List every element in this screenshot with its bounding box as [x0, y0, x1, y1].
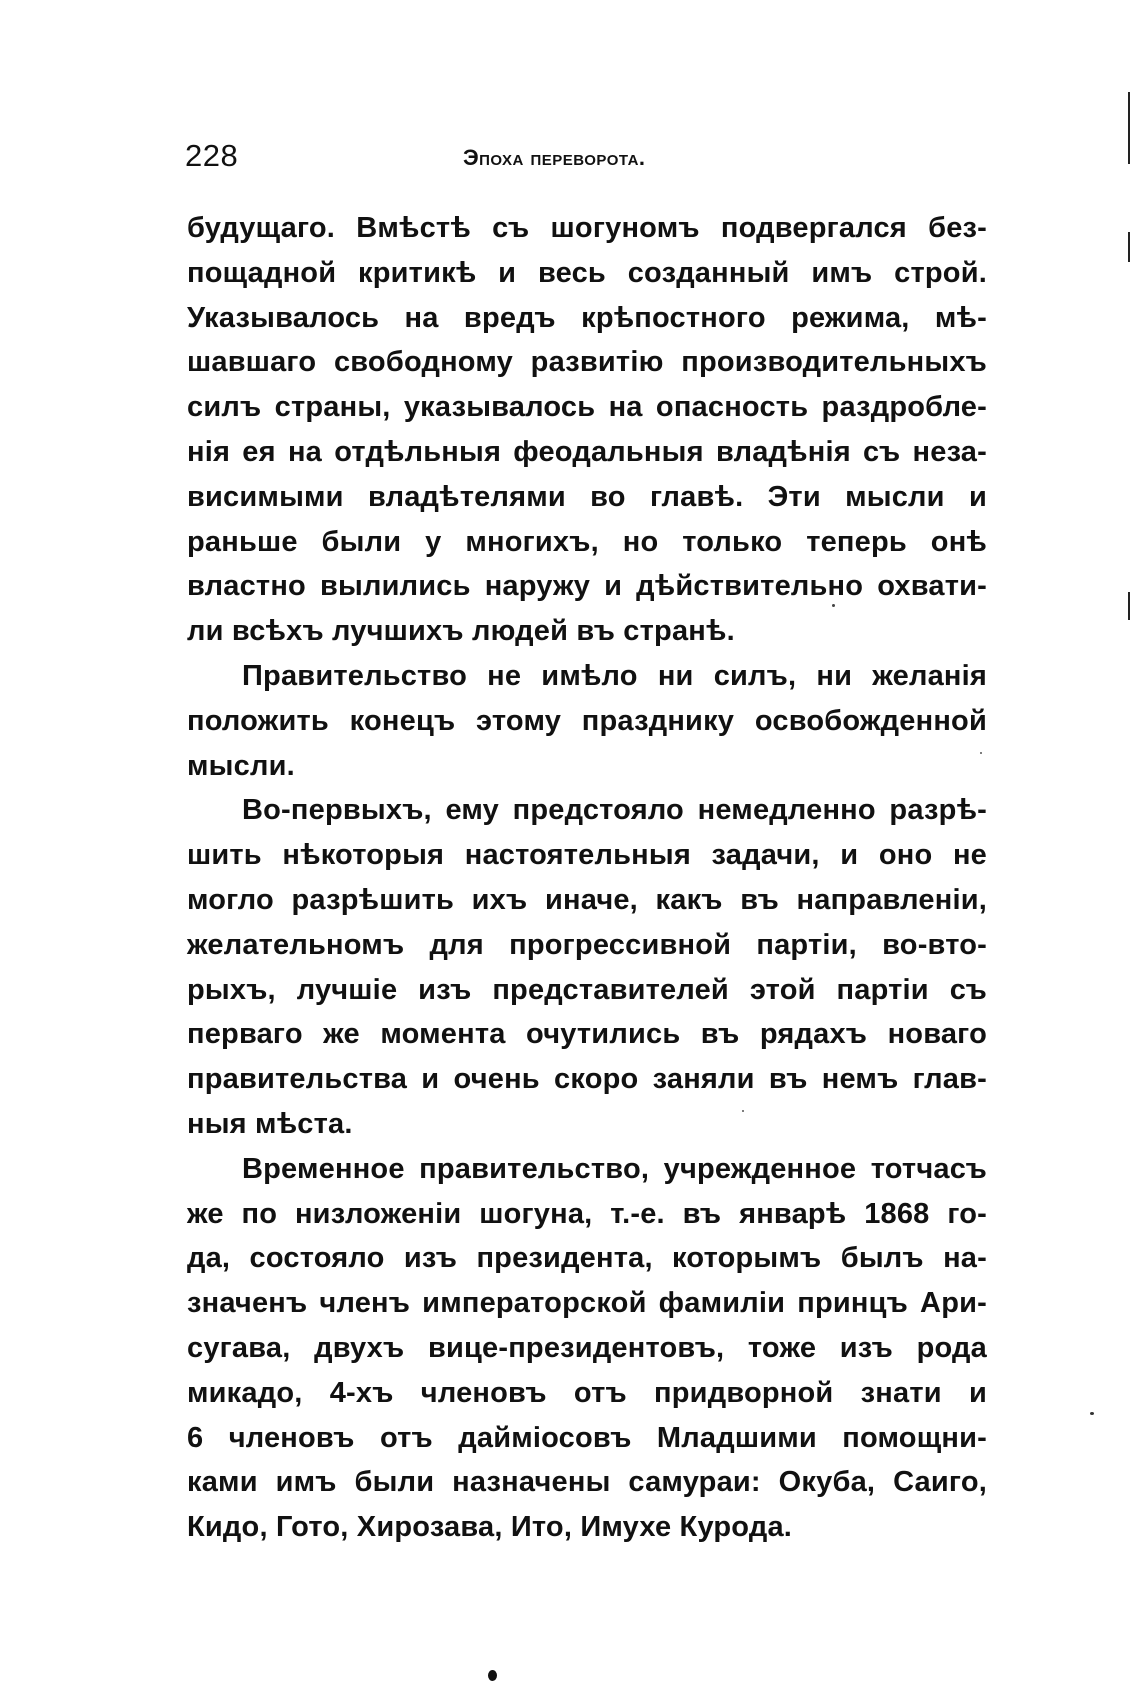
paragraph-first-line: Во-первыхъ, ему предстояло немедленно разрѣ- — [242, 794, 987, 827]
body-text — [187, 206, 987, 1550]
paragraph-first-line: Правительство не имѣло ни силъ, ни желанія — [242, 659, 987, 692]
text-line: положить конецъ этому празднику освобожденной — [187, 704, 987, 737]
text-line: ками имъ были назначены самураи: Окуба, Саиго, — [187, 1466, 987, 1499]
text-line: шавшаго свободному развитію производительныхъ — [187, 346, 987, 379]
text-line: будущаго. Вмѣстѣ съ шогуномъ подвергался без- — [187, 212, 987, 244]
text-line: перваго же момента очутились въ рядахъ новаго — [187, 1018, 987, 1051]
text-line: рыхъ, лучшіе изъ представителей этой партіи съ — [187, 973, 987, 1006]
text-line: же по низложеніи шогуна, т.-е. въ январѣ 1868 го- — [187, 1197, 987, 1230]
scan-speck — [1090, 1412, 1094, 1415]
text-line: значенъ членъ императорской фамиліи принцъ Ари- — [187, 1287, 987, 1320]
text-line: пощадной критикѣ и весь созданный имъ строй. — [187, 256, 987, 289]
text-line: сугава, двухъ вице-президентовъ, тоже изъ рода — [187, 1331, 987, 1364]
text-line: правительства и очень скоро заняли въ немъ глав- — [187, 1063, 987, 1096]
page-header — [185, 136, 985, 176]
text-line: силъ страны, указывалось на опасность раздробле- — [187, 391, 987, 424]
paragraph-first-line: Временное правительство, учрежденное тотчасъ — [242, 1152, 987, 1185]
text-line: висимыми владѣтелями во главѣ. Эти мысли и — [187, 480, 987, 513]
text-line: нія ея на отдѣльныя феодальныя владѣнія съ неза- — [187, 435, 987, 468]
text-line: желательномъ для прогрессивной партіи, во-вто- — [187, 928, 987, 961]
text-line: властно вылились наружу и дѣйствительно охвати- — [187, 570, 987, 603]
text-line: раньше были у многихъ, но только теперь онѣ — [187, 525, 987, 558]
text-line: мысли. — [187, 749, 295, 782]
page-number: 228 — [185, 138, 239, 173]
text-line: Указывалось на вредъ крѣпостного режима, мѣ- — [187, 301, 987, 334]
text-line: Кидо, Гото, Хирозава, Ито, Имухе Курода. — [187, 1511, 793, 1544]
scan-speck — [980, 752, 982, 754]
bottom-ink-dot — [488, 1670, 497, 1681]
text-line: могло разрѣшить ихъ иначе, какъ въ направленіи, — [187, 883, 987, 916]
text-line: да, состояло изъ президента, которымъ былъ на- — [187, 1242, 987, 1275]
scan-speck — [832, 604, 835, 607]
running-title: Эпоха переворота. — [463, 145, 646, 170]
scan-speck — [742, 1110, 744, 1112]
scan-edge-mark — [1128, 92, 1130, 164]
text-line: 6 членовъ отъ дайміосовъ Младшими помощни- — [187, 1421, 987, 1454]
text-line: ли всѣхъ лучшихъ людей въ странѣ. — [187, 615, 735, 648]
text-line: ныя мѣста. — [187, 1107, 353, 1140]
scan-edge-mark — [1128, 592, 1130, 620]
text-line: микадо, 4-хъ членовъ отъ придворной знати и — [187, 1376, 987, 1409]
text-line: шить нѣкоторыя настоятельныя задачи, и оно не — [187, 839, 987, 872]
scan-edge-mark — [1128, 232, 1130, 262]
